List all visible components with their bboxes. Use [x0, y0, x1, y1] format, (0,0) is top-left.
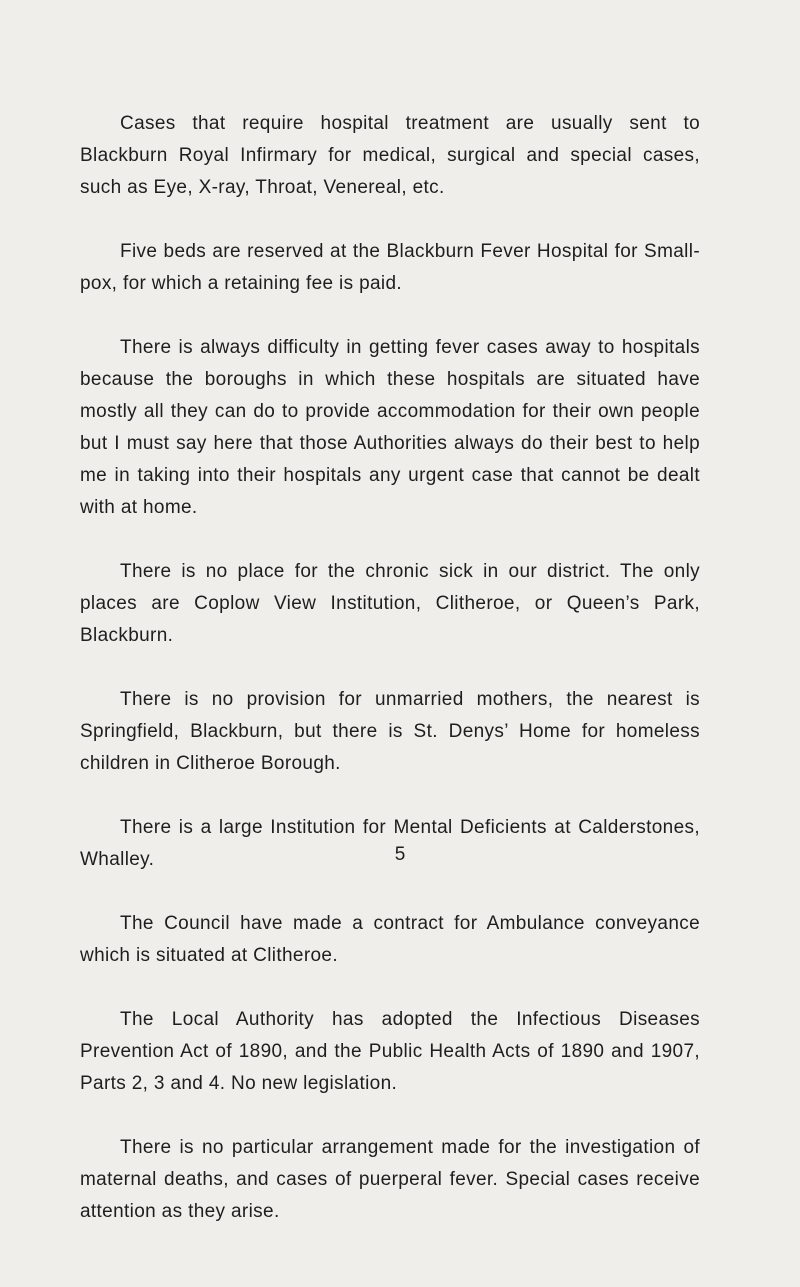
- paragraph-legislation: The Local Authority has adopted the Infectious Diseases Prevention Act of 1890, and the Public Health Acts of 1890 and 1907, Parts 2, 3 and 4. No new legislation.: [80, 1009, 700, 1094]
- paragraph-hospital-treatment: Cases that require hospital treatment are usually sent to Blackburn Royal Infirmary for medical, surgical and special cases, such as Eye, X-ray, Throat, Venereal, etc.: [80, 113, 700, 198]
- paragraph-mental-deficients: There is a large Institution for Mental Deficients at Calderstones, Whalley.: [80, 817, 700, 870]
- document-body: [80, 108, 700, 1260]
- paragraph-ambulance: The Council have made a contract for Ambulance conveyance which is situated at Clitheroe.: [80, 913, 700, 966]
- paragraph-fever-cases-difficulty: There is always difficulty in getting fever cases away to hospitals because the boroughs in which these hospitals are situated have mostly all they can do to provide accommodation for their own people but I must say here that those Authorities always do their best to help me in taking into their hospitals any urgent case that cannot be dealt with at home.: [80, 337, 700, 518]
- page-number: 5: [394, 844, 406, 865]
- paragraph-fever-hospital-beds: Five beds are reserved at the Blackburn Fever Hospital for Small-pox, for which a retaining fee is paid.: [80, 241, 700, 294]
- paragraph-unmarried-mothers: There is no provision for unmarried mothers, the nearest is Springfield, Blackburn, but there is St. Denys’ Home for homeless children in Clitheroe Borough.: [80, 689, 700, 774]
- paragraph-maternal-deaths: There is no particular arrangement made for the investigation of maternal deaths, and cases of puerperal fever. Special cases receive attention as they arise.: [80, 1137, 700, 1222]
- paragraph-chronic-sick: There is no place for the chronic sick in our district. The only places are Coplow View Institution, Clitheroe, or Queen’s Park, Blackburn.: [80, 561, 700, 646]
